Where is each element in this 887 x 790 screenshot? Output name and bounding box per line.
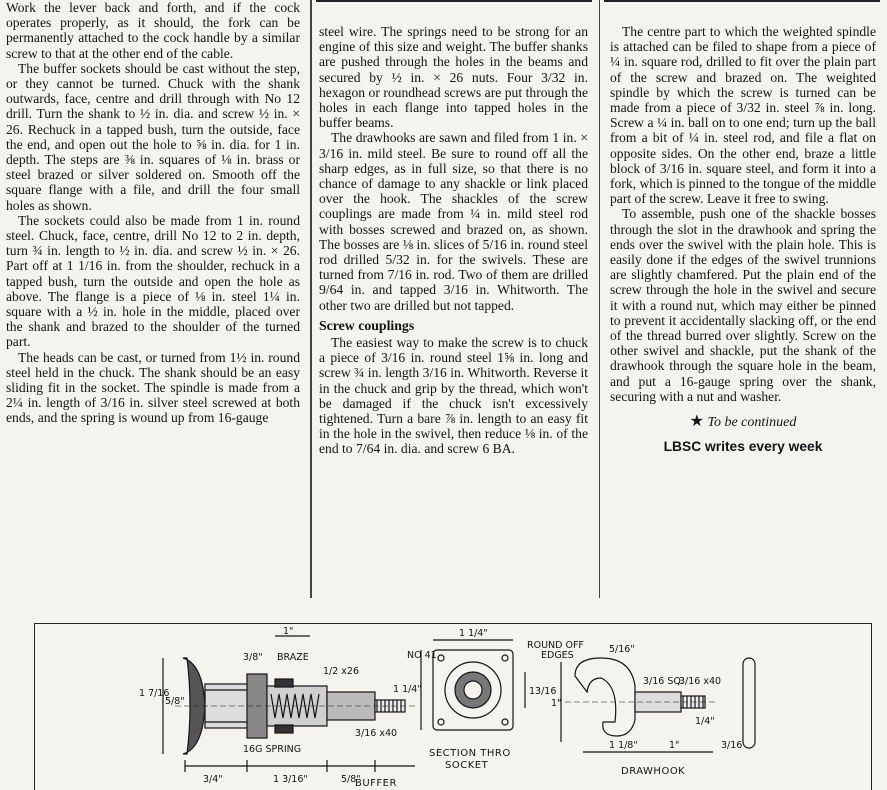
- byline: LBSC writes every week: [663, 439, 823, 455]
- dim-label: 5/8": [165, 696, 185, 707]
- dim-label: 1/4": [695, 716, 715, 727]
- dim-label: 1": [669, 740, 680, 751]
- dim-label: 3/8": [243, 652, 263, 663]
- dim-label: 1 7/16: [139, 688, 170, 699]
- paragraph: steel wire. The springs need to be strong for an engine of this size and weight. The buffer shanks are pushed through the holes in the beams and secured by ½ in. × 26 nuts. Four 3/32 in. hexagon or roundhead screws are put through the holes in each flange into tapped holes in the buffer beams.: [319, 24, 588, 131]
- dim-label: BRAZE: [277, 652, 309, 663]
- dim-label: NO 41: [407, 650, 437, 661]
- paragraph: The centre part to which the weighted spindle is attached can be filed to shape from a piece of ¼ in. square rod, drilled to fit over the plain part of the screw and brazed on. The weighted spindle by which the screw is turned can be made from a piece of 3/32 in. steel ⅞ in. long. Screw a ¼ in. ball on to one end; turn up the ball from a bit of ¼ in. steel rod, and file a flat on opposite sides. On the other end, braze a little block of 3/16 in. square steel, and form it into a fork, which is pinned to the tongue of the middle part of the screw. Leave it free to swing.: [610, 24, 876, 207]
- continued-note: [610, 414, 876, 430]
- paragraph: The drawhooks are sawn and filed from 1 in. × 3/16 in. mild steel. Be sure to round off all the sharp edges, as in full size, so that there is no chance of damage to any shackle or link placed over the hook. The shackles of the screw couplings are made from ¼ in. mild steel rod with bosses screwed and brazed on, as shown. The bosses are ⅛ in. slices of 5/16 in. round steel rod drilled 5/32 in. for the swivels. These are turned from 7/16 in. rod. Two of them are drilled 9/64 in. and tapped 3/16 in. Whitworth. The other two are drilled but not tapped.: [319, 130, 588, 313]
- star-icon: ★: [689, 413, 704, 431]
- caption-drawhook: DRAWHOOK: [621, 766, 686, 777]
- caption-buffer: BUFFER: [355, 778, 397, 789]
- dim-label: 1/2 x26: [323, 666, 360, 677]
- dim-label: 3/16 x40: [679, 676, 722, 687]
- dim-label: 1 1/8": [609, 740, 638, 751]
- top-rule-col2: [316, 0, 592, 2]
- dim-label: 5/8": [341, 774, 361, 785]
- dim-label: 1 1/4": [393, 684, 422, 695]
- dim-label: EDGES: [541, 650, 574, 661]
- drawhook-drawing: [561, 658, 755, 752]
- paragraph: The easiest way to make the screw is to chuck a piece of 3/16 in. round steel 1⅝ in. long and screw ¾ in. length 3/16 in. Whitworth. Reverse it in the chuck and grip by the thread, which won't be damaged if the chuck isn't excessively tightened. Turn a bare ⅞ in. length to an easy fit in the hole in the swivel, then reduce ⅛ in. of the end to 7/64 in. dia. and screw 6 BA.: [319, 335, 588, 457]
- paragraph: The buffer sockets should be cast without the step, or they cannot be turned. Chuck with the shank outwards, face, centre and drill through with No 12 drill. Turn the shank to ½ in. dia. and screw ½ in. × 26. Rechuck in a tapped bush, turn the outside, face the end, and open out the hole to ⅝ in. dia. for 1 in. depth. The steps are ⅜ in. squares of ⅛ in. brass or steel brazed or silver soldered on. Smooth off the square flange with a file, and drill the four small holes as shown.: [6, 60, 300, 213]
- dim-label: 16G SPRING: [243, 744, 302, 755]
- paragraph: To assemble, push one of the shackle bosses through the slot in the drawhook and spring the ends over the swivel with the plain hole. This is easily done if the edges of the swivel trunnions are slightly chamfered. Put the plain end of the screw through the hole in the swivel and secure it with a round nut, which may either be pinned to prevent it accidentally slacking off, or the end of the thread burred over slightly. Screw on the other swivel and shackle, put the shank of the drawhook through the square hole in the beam, and put a 16-gauge spring over the shank, securing with a nut and washer.: [610, 206, 876, 404]
- dim-label: 1": [283, 626, 294, 637]
- top-rule-col3: [604, 0, 880, 2]
- caption-socket-2: SOCKET: [445, 760, 489, 771]
- continued-text: To be continued: [707, 415, 797, 431]
- technical-drawing: [34, 623, 872, 790]
- caption-socket-1: SECTION THRO: [429, 748, 511, 759]
- dim-label: 3/16 SQ.: [643, 676, 684, 687]
- column-divider-2: [599, 0, 600, 598]
- paragraph: The sockets could also be made from 1 in. round steel. Chuck, face, centre, drill No 12 to 2 in. depth, turn ¾ in. length to ½ in. dia. and screw ½ in. × 26. Part off at 1 1/16 in. from the shoulder, rechuck in a tapped bush, turn the outside and open the hole as above. The flange is a piece of ⅛ in. steel 1¼ in. square with a ½ in. hole in the middle, placed over the shank and brazed to the shoulder of the turned part.: [6, 212, 300, 350]
- dim-label: 1 3/16": [273, 774, 308, 785]
- dim-label: 3/16: [721, 740, 743, 751]
- dim-label: 1 1/4": [459, 628, 488, 639]
- subheading-screw-couplings: Screw couplings: [319, 317, 415, 333]
- dim-label: 1": [551, 698, 562, 709]
- dim-label: ROUND OFF: [527, 640, 584, 651]
- paragraph: Work the lever back and forth, and if the cock operates properly, as it should, the fork can be permanently attached to the cock handle by a similar screw to that at the other end of the cable.: [6, 0, 300, 61]
- drawing-svg: [35, 624, 871, 790]
- paragraph: The heads can be cast, or turned from 1½ in. round steel held in the chuck. The shank should be an easy sliding fit in the socket. The spindle is made from a 2¼ in. length of 3/16 in. silver steel screwed at both ends, and the spring is wound up from 16-gauge: [6, 349, 300, 426]
- dim-label: 13/16: [529, 686, 557, 697]
- text-column-1: [6, 0, 300, 426]
- dim-label: 3/16 x40: [355, 728, 398, 739]
- dim-label: 3/4": [203, 774, 223, 785]
- dim-label: 5/16": [609, 644, 635, 655]
- text-column-3: [610, 24, 876, 454]
- column-divider-1: [310, 0, 312, 598]
- text-column-2: [319, 24, 588, 457]
